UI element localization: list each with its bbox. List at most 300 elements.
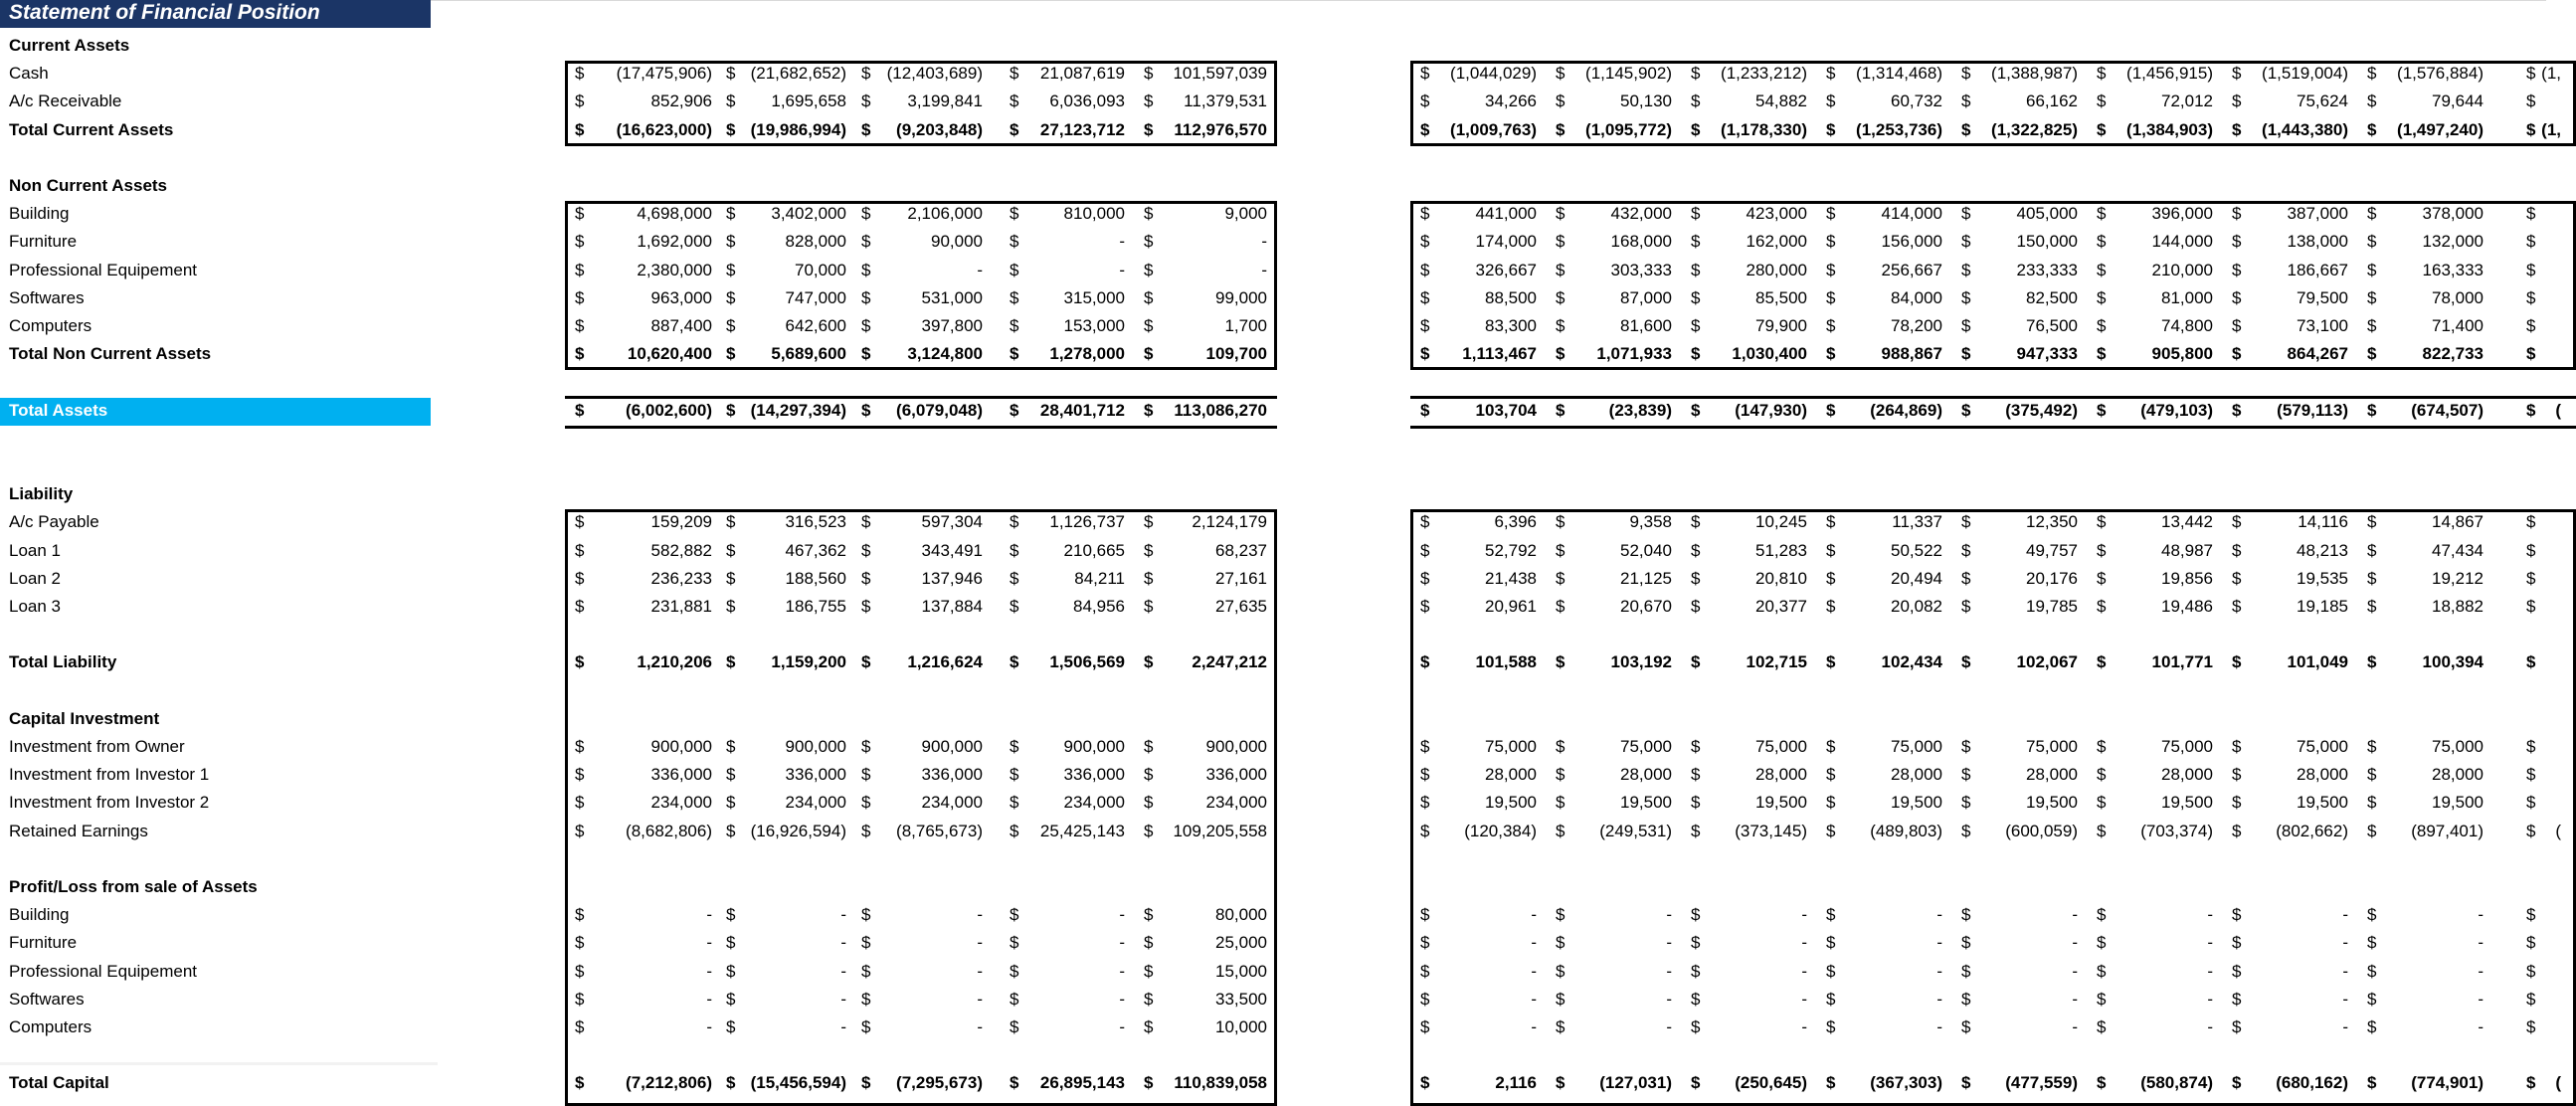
amount-cell: 81,000 xyxy=(2161,287,2213,307)
currency-symbol: $ xyxy=(1826,961,1836,981)
amount-cell: 138,000 xyxy=(2287,232,2348,252)
currency-symbol: $ xyxy=(1144,821,1154,840)
currency-symbol: $ xyxy=(1010,765,1019,785)
currency-symbol: $ xyxy=(726,232,736,252)
amount-cell: - xyxy=(706,933,712,953)
amount-cell: - xyxy=(840,961,846,981)
amount-cell: 132,000 xyxy=(2422,232,2484,252)
currency-symbol: $ xyxy=(2367,961,2377,981)
currency-symbol: $ xyxy=(1420,597,1430,616)
amount-cell: 20,494 xyxy=(1891,568,1942,588)
amount-cell xyxy=(2540,958,2561,986)
currency-symbol: $ xyxy=(1691,1073,1701,1093)
currency-symbol: $ xyxy=(726,793,736,813)
currency-symbol: $ xyxy=(861,540,871,560)
currency-symbol: $ xyxy=(1961,597,1971,616)
amount-cell: 50,522 xyxy=(1891,540,1942,560)
currency-symbol: $ xyxy=(1010,1073,1019,1093)
amount-cell: - xyxy=(1261,260,1267,279)
currency-symbol: $ xyxy=(1691,92,1701,111)
amount-cell: (8,765,673) xyxy=(896,821,983,840)
currency-symbol: $ xyxy=(1826,512,1836,532)
amount-cell: (1,384,903) xyxy=(2126,119,2213,139)
currency-symbol: $ xyxy=(1691,64,1701,84)
currency-symbol: $ xyxy=(1144,540,1154,560)
currency-symbol: $ xyxy=(1961,821,1971,840)
amount-cell: 19,500 xyxy=(1755,793,1807,813)
currency-symbol: $ xyxy=(1826,989,1836,1009)
amount-cell: 74,800 xyxy=(2161,316,2213,335)
currency-symbol: $ xyxy=(2232,652,2242,672)
currency-symbol: $ xyxy=(861,989,871,1009)
currency-symbol: $ xyxy=(1556,64,1565,84)
amount-cell: - xyxy=(1119,933,1125,953)
currency-symbol: $ xyxy=(1010,287,1019,307)
row-label: Total Assets xyxy=(9,400,108,420)
currency-symbol: $ xyxy=(726,119,736,139)
currency-symbol: $ xyxy=(2232,260,2242,279)
row-label: Investment from Owner xyxy=(9,737,185,756)
currency-symbol: $ xyxy=(1556,568,1565,588)
amount-cell xyxy=(2540,593,2561,621)
currency-symbol: $ xyxy=(2232,765,2242,785)
amount-cell: 28,000 xyxy=(2161,765,2213,785)
currency-symbol: $ xyxy=(1691,119,1701,139)
currency-symbol: $ xyxy=(2097,119,2107,139)
currency-symbol: $ xyxy=(1010,92,1019,111)
amount-cell: 103,704 xyxy=(1475,400,1537,420)
currency-symbol: $ xyxy=(1556,1017,1565,1036)
amount-cell: 82,500 xyxy=(2026,287,2078,307)
currency-symbol: $ xyxy=(1961,933,1971,953)
row-label: Professional Equipement xyxy=(9,961,198,981)
row-label: Capital Investment xyxy=(9,708,160,728)
amount-cell: 14,116 xyxy=(2298,512,2348,532)
currency-symbol: $ xyxy=(1691,765,1701,785)
currency-symbol: $ xyxy=(575,568,585,588)
amount-cell xyxy=(2540,986,2561,1014)
currency-symbol: $ xyxy=(2526,119,2536,139)
amount-cell: (1, xyxy=(2541,119,2561,139)
amount-cell: (1,044,029) xyxy=(1450,64,1537,84)
currency-symbol: $ xyxy=(575,400,585,420)
amount-cell: ( xyxy=(2555,821,2561,840)
currency-symbol: $ xyxy=(1010,204,1019,224)
currency-symbol: $ xyxy=(1961,1017,1971,1036)
currency-symbol: $ xyxy=(2526,597,2536,616)
currency-symbol: $ xyxy=(1826,64,1836,84)
currency-symbol: $ xyxy=(1420,119,1430,139)
amount-cell: 90,000 xyxy=(931,232,983,252)
currency-symbol: $ xyxy=(1010,821,1019,840)
amount-cell: 234,000 xyxy=(921,793,983,813)
amount-cell: 137,884 xyxy=(921,597,983,616)
row-label: Loan 2 xyxy=(9,568,61,588)
currency-symbol: $ xyxy=(1420,1073,1430,1093)
amount-cell: 236,233 xyxy=(650,568,712,588)
amount-cell: 13,442 xyxy=(2161,512,2213,532)
amount-cell: 234,000 xyxy=(650,793,712,813)
amount-cell: 4,698,000 xyxy=(637,204,712,224)
amount-cell xyxy=(2540,733,2561,761)
amount-cell: 27,635 xyxy=(1215,597,1267,616)
currency-symbol: $ xyxy=(2232,597,2242,616)
amount-cell: 887,400 xyxy=(650,316,712,335)
currency-symbol: $ xyxy=(1961,260,1971,279)
currency-symbol: $ xyxy=(726,512,736,532)
amount-cell: - xyxy=(1531,989,1537,1009)
currency-symbol: $ xyxy=(726,765,736,785)
amount-cell: (12,403,689) xyxy=(886,64,983,84)
amount-cell: 20,176 xyxy=(2026,568,2078,588)
amount-cell: 75,000 xyxy=(2026,737,2078,756)
currency-symbol: $ xyxy=(861,765,871,785)
currency-symbol: $ xyxy=(2367,821,2377,840)
currency-symbol: $ xyxy=(726,933,736,953)
currency-symbol: $ xyxy=(2526,64,2536,84)
currency-symbol: $ xyxy=(1961,652,1971,672)
currency-symbol: $ xyxy=(1144,400,1154,420)
currency-symbol: $ xyxy=(1556,821,1565,840)
amount-cell: (6,002,600) xyxy=(626,400,712,420)
amount-cell: 3,402,000 xyxy=(771,204,846,224)
row-label: A/c Payable xyxy=(9,512,99,532)
currency-symbol: $ xyxy=(1556,92,1565,111)
amount-cell xyxy=(2540,648,2561,676)
currency-symbol: $ xyxy=(2232,961,2242,981)
currency-symbol: $ xyxy=(575,793,585,813)
currency-symbol: $ xyxy=(861,793,871,813)
amount-cell: 84,000 xyxy=(1891,287,1942,307)
amount-cell: - xyxy=(1531,933,1537,953)
amount-cell: - xyxy=(977,961,983,981)
currency-symbol: $ xyxy=(1691,540,1701,560)
amount-cell: 84,211 xyxy=(1074,568,1125,588)
amount-cell: 234,000 xyxy=(1205,793,1267,813)
row-label: Furniture xyxy=(9,232,78,252)
amount-cell: 19,185 xyxy=(2297,597,2348,616)
currency-symbol: $ xyxy=(1691,344,1701,364)
currency-symbol: $ xyxy=(1961,204,1971,224)
currency-symbol: $ xyxy=(2232,737,2242,756)
amount-cell: 85,500 xyxy=(1755,287,1807,307)
amount-cell: 378,000 xyxy=(2422,204,2484,224)
amount-cell: 28,000 xyxy=(2297,765,2348,785)
currency-symbol: $ xyxy=(2097,512,2107,532)
currency-symbol: $ xyxy=(2526,400,2536,420)
currency-symbol: $ xyxy=(2367,540,2377,560)
currency-symbol: $ xyxy=(1961,344,1971,364)
amount-cell: 112,976,570 xyxy=(1174,119,1267,139)
amount-cell: (19,986,994) xyxy=(750,119,846,139)
currency-symbol: $ xyxy=(2097,597,2107,616)
currency-symbol: $ xyxy=(861,737,871,756)
currency-symbol: $ xyxy=(2097,821,2107,840)
currency-symbol: $ xyxy=(1961,568,1971,588)
currency-symbol: $ xyxy=(1010,597,1019,616)
amount-cell: 75,000 xyxy=(1891,737,1942,756)
right-total-assets-top-rule xyxy=(1410,396,2576,399)
amount-cell: 21,125 xyxy=(1620,568,1672,588)
currency-symbol: $ xyxy=(1556,737,1565,756)
amount-cell: 1,216,624 xyxy=(907,652,983,672)
amount-cell: - xyxy=(977,1017,983,1036)
amount-cell: 101,588 xyxy=(1475,652,1537,672)
amount-cell: 25,425,143 xyxy=(1039,821,1125,840)
currency-symbol: $ xyxy=(861,316,871,335)
currency-symbol: $ xyxy=(861,1073,871,1093)
currency-symbol: $ xyxy=(1691,737,1701,756)
currency-symbol: $ xyxy=(726,989,736,1009)
row-label: Softwares xyxy=(9,989,85,1009)
amount-cell xyxy=(2540,565,2561,593)
amount-cell: 12,350 xyxy=(2026,512,2078,532)
amount-cell: 19,486 xyxy=(2161,597,2213,616)
currency-symbol: $ xyxy=(1420,568,1430,588)
currency-symbol: $ xyxy=(1691,793,1701,813)
amount-cell: 27,161 xyxy=(1215,568,1267,588)
currency-symbol: $ xyxy=(1010,316,1019,335)
amount-cell: (14,297,394) xyxy=(750,400,846,420)
amount-cell: 19,500 xyxy=(2161,793,2213,813)
amount-cell: 1,030,400 xyxy=(1732,344,1807,364)
currency-symbol: $ xyxy=(1144,316,1154,335)
amount-cell: 11,337 xyxy=(1892,512,1942,532)
currency-symbol: $ xyxy=(1826,204,1836,224)
scroll-hint xyxy=(0,1062,438,1065)
currency-symbol: $ xyxy=(1556,1073,1565,1093)
currency-symbol: $ xyxy=(1691,204,1701,224)
amount-cell: (1,253,736) xyxy=(1856,119,1942,139)
currency-symbol: $ xyxy=(1144,989,1154,1009)
amount-cell: - xyxy=(977,933,983,953)
currency-symbol: $ xyxy=(2367,260,2377,279)
currency-symbol: $ xyxy=(1961,316,1971,335)
currency-symbol: $ xyxy=(575,961,585,981)
currency-symbol: $ xyxy=(1826,260,1836,279)
amount-cell: - xyxy=(1531,1017,1537,1036)
currency-symbol: $ xyxy=(1556,765,1565,785)
currency-symbol: $ xyxy=(575,119,585,139)
amount-cell: 84,956 xyxy=(1073,597,1125,616)
currency-symbol: $ xyxy=(861,260,871,279)
amount-cell: - xyxy=(2207,905,2213,925)
currency-symbol: $ xyxy=(861,287,871,307)
amount-cell: 19,785 xyxy=(2026,597,2078,616)
currency-symbol: $ xyxy=(1010,961,1019,981)
amount-cell: 28,000 xyxy=(1755,765,1807,785)
currency-symbol: $ xyxy=(2097,204,2107,224)
currency-symbol: $ xyxy=(1420,737,1430,756)
currency-symbol: $ xyxy=(861,344,871,364)
amount-cell: 75,000 xyxy=(1620,737,1672,756)
row-label: Cash xyxy=(9,64,49,84)
currency-symbol: $ xyxy=(2232,232,2242,252)
currency-symbol: $ xyxy=(861,512,871,532)
currency-symbol: $ xyxy=(1420,232,1430,252)
currency-symbol: $ xyxy=(2367,597,2377,616)
row-label: Investment from Investor 2 xyxy=(9,793,210,813)
amount-cell: 396,000 xyxy=(2151,204,2213,224)
amount-cell: 6,036,093 xyxy=(1049,92,1125,111)
amount-cell: 102,067 xyxy=(2016,652,2078,672)
amount-cell: 414,000 xyxy=(1881,204,1942,224)
currency-symbol: $ xyxy=(1420,316,1430,335)
amount-cell xyxy=(2540,257,2561,284)
currency-symbol: $ xyxy=(2526,287,2536,307)
amount-cell xyxy=(2540,284,2561,312)
amount-cell: - xyxy=(1666,989,1672,1009)
currency-symbol: $ xyxy=(575,597,585,616)
currency-symbol: $ xyxy=(1961,540,1971,560)
amount-cell: 900,000 xyxy=(650,737,712,756)
currency-symbol: $ xyxy=(2526,765,2536,785)
left-total-assets-top-rule xyxy=(565,396,1277,399)
amount-cell xyxy=(2540,901,2561,929)
amount-cell: 150,000 xyxy=(2016,232,2078,252)
currency-symbol: $ xyxy=(726,821,736,840)
amount-cell: - xyxy=(1936,989,1942,1009)
currency-symbol: $ xyxy=(2526,512,2536,532)
amount-cell: - xyxy=(1801,1017,1807,1036)
amount-cell xyxy=(2540,1014,2561,1041)
amount-cell: 52,792 xyxy=(1485,540,1537,560)
amount-cell: - xyxy=(1119,260,1125,279)
currency-symbol: $ xyxy=(1010,793,1019,813)
currency-symbol: $ xyxy=(1826,821,1836,840)
currency-symbol: $ xyxy=(1556,540,1565,560)
amount-cell: 20,810 xyxy=(1755,568,1807,588)
amount-cell: - xyxy=(840,933,846,953)
amount-cell: 2,116 xyxy=(1495,1073,1537,1093)
amount-cell: 20,377 xyxy=(1755,597,1807,616)
amount-cell: - xyxy=(2342,989,2348,1009)
amount-cell: 28,000 xyxy=(1485,765,1537,785)
currency-symbol: $ xyxy=(2367,793,2377,813)
currency-symbol: $ xyxy=(1010,737,1019,756)
currency-symbol: $ xyxy=(2526,961,2536,981)
amount-cell: 186,755 xyxy=(785,597,846,616)
amount-cell: 747,000 xyxy=(785,287,846,307)
amount-cell: 113,086,270 xyxy=(1174,400,1267,420)
amount-cell xyxy=(2540,789,2561,817)
amount-cell: - xyxy=(2478,905,2484,925)
currency-symbol: $ xyxy=(726,1073,736,1093)
amount-cell: 79,644 xyxy=(2432,92,2484,111)
amount-cell: 900,000 xyxy=(785,737,846,756)
currency-symbol: $ xyxy=(1556,232,1565,252)
amount-cell: 137,946 xyxy=(921,568,983,588)
amount-cell: 9,358 xyxy=(1629,512,1672,532)
currency-symbol: $ xyxy=(1420,92,1430,111)
row-label: Profit/Loss from sale of Assets xyxy=(9,877,258,896)
currency-symbol: $ xyxy=(1826,652,1836,672)
currency-symbol: $ xyxy=(1826,119,1836,139)
currency-symbol: $ xyxy=(1420,287,1430,307)
amount-cell: - xyxy=(2072,1017,2078,1036)
amount-cell: (21,682,652) xyxy=(750,64,846,84)
currency-symbol: $ xyxy=(2367,512,2377,532)
amount-cell: - xyxy=(2207,1017,2213,1036)
amount-cell: 336,000 xyxy=(1063,765,1125,785)
amount-cell: 20,082 xyxy=(1891,597,1942,616)
currency-symbol: $ xyxy=(2097,1073,2107,1093)
amount-cell: - xyxy=(840,905,846,925)
amount-cell: 28,000 xyxy=(1620,765,1672,785)
amount-cell: - xyxy=(1666,933,1672,953)
currency-symbol: $ xyxy=(1010,540,1019,560)
row-label: Retained Earnings xyxy=(9,821,148,840)
amount-cell: 233,333 xyxy=(2016,260,2078,279)
amount-cell: 79,900 xyxy=(1755,316,1807,335)
currency-symbol: $ xyxy=(2526,905,2536,925)
amount-cell xyxy=(2540,88,2561,115)
amount-cell: - xyxy=(840,989,846,1009)
amount-cell: 810,000 xyxy=(1063,204,1125,224)
currency-symbol: $ xyxy=(1420,64,1430,84)
amount-cell: 60,732 xyxy=(1891,92,1942,111)
amount-cell: 1,071,933 xyxy=(1596,344,1672,364)
currency-symbol: $ xyxy=(1420,512,1430,532)
currency-symbol: $ xyxy=(2526,821,2536,840)
amount-cell: (1, xyxy=(2541,64,2561,84)
currency-symbol: $ xyxy=(861,232,871,252)
currency-symbol: $ xyxy=(1961,989,1971,1009)
amount-cell: 280,000 xyxy=(1746,260,1807,279)
currency-symbol: $ xyxy=(2367,765,2377,785)
amount-cell: - xyxy=(2478,989,2484,1009)
currency-symbol: $ xyxy=(2232,905,2242,925)
currency-symbol: $ xyxy=(2526,540,2536,560)
amount-cell: 597,304 xyxy=(921,512,983,532)
currency-symbol: $ xyxy=(1826,597,1836,616)
currency-symbol: $ xyxy=(1420,652,1430,672)
amount-cell: 28,000 xyxy=(1891,765,1942,785)
currency-symbol: $ xyxy=(2367,1017,2377,1036)
currency-symbol: $ xyxy=(1691,287,1701,307)
amount-cell: 900,000 xyxy=(1063,737,1125,756)
amount-cell: 110,839,058 xyxy=(1174,1073,1267,1093)
amount-cell: (703,374) xyxy=(2140,821,2213,840)
currency-symbol: $ xyxy=(2367,933,2377,953)
amount-cell: (120,384) xyxy=(1464,821,1537,840)
amount-cell: - xyxy=(2072,989,2078,1009)
amount-cell: - xyxy=(2207,989,2213,1009)
currency-symbol: $ xyxy=(2097,540,2107,560)
currency-symbol: $ xyxy=(2367,344,2377,364)
amount-cell: 78,000 xyxy=(2432,287,2484,307)
currency-symbol: $ xyxy=(2367,989,2377,1009)
amount-cell: - xyxy=(1936,933,1942,953)
amount-cell: - xyxy=(1936,905,1942,925)
currency-symbol: $ xyxy=(2232,1017,2242,1036)
amount-cell: 28,000 xyxy=(2026,765,2078,785)
amount-cell: - xyxy=(1666,905,1672,925)
amount-cell: (1,497,240) xyxy=(2397,119,2484,139)
amount-cell: 48,987 xyxy=(2161,540,2213,560)
amount-cell: 9,000 xyxy=(1224,204,1267,224)
amount-cell: - xyxy=(1936,961,1942,981)
amount-cell: - xyxy=(977,260,983,279)
currency-symbol: $ xyxy=(2232,989,2242,1009)
amount-cell: 256,667 xyxy=(1881,260,1942,279)
amount-cell: 54,882 xyxy=(1755,92,1807,111)
amount-cell: - xyxy=(2342,905,2348,925)
amount-cell: 1,700 xyxy=(1224,316,1267,335)
currency-symbol: $ xyxy=(2526,793,2536,813)
currency-symbol: $ xyxy=(1010,933,1019,953)
amount-cell: 19,500 xyxy=(2026,793,2078,813)
